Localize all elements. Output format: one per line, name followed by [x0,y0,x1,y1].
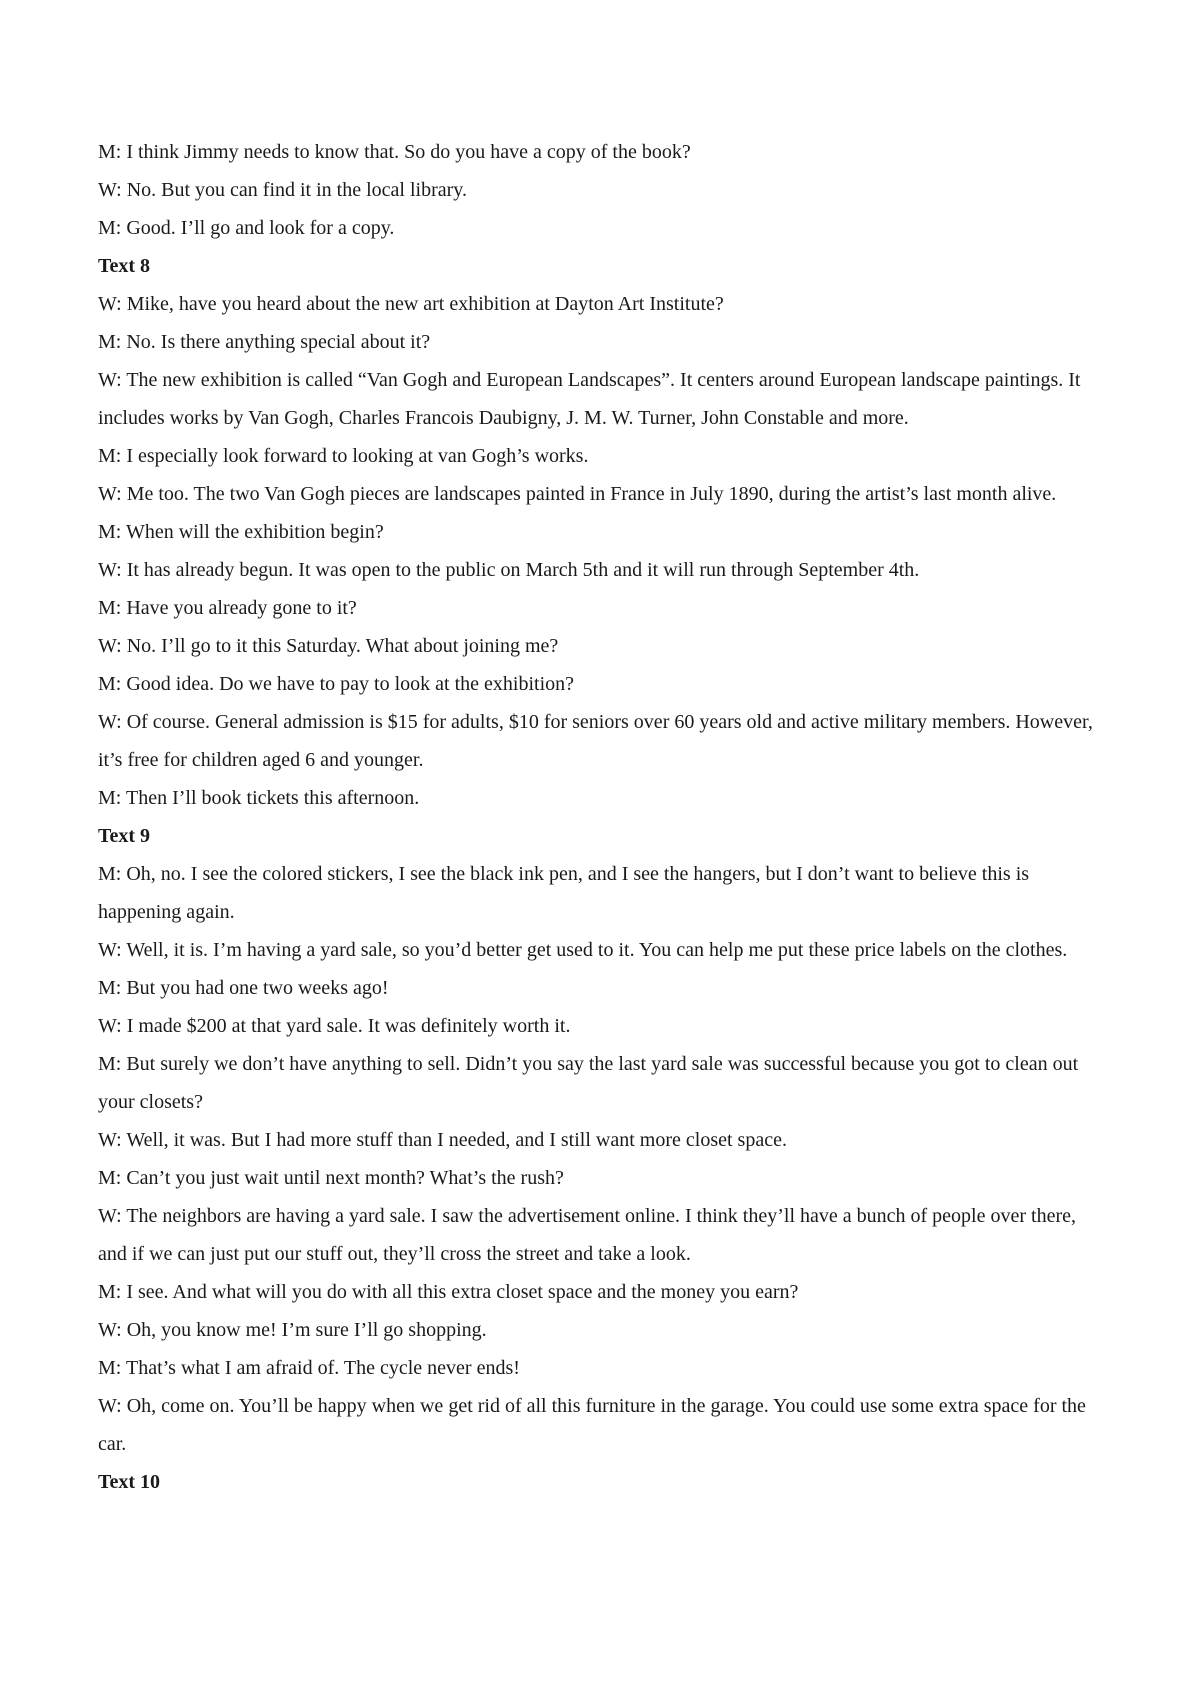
dialogue-line: W: Oh, come on. You’ll be happy when we get rid of all this furniture in the garage. You could use some extra space for the car. [98,1395,1086,1455]
dialogue-line: M: When will the exhibition begin? [98,521,384,543]
dialogue-line: W: Mike, have you heard about the new art exhibition at Dayton Art Institute? [98,293,724,315]
dialogue-line: W: Of course. General admission is $15 for adults, $10 for seniors over 60 years old and active military members. However, it’s free for children aged 6 and younger. [98,711,1093,771]
dialogue-line: M: I especially look forward to looking at van Gogh’s works. [98,445,589,467]
dialogue-line: M: Good idea. Do we have to pay to look at the exhibition? [98,673,575,695]
dialogue-line: W: The new exhibition is called “Van Gogh and European Landscapes”. It centers around European landscape paintings. It includes works by Van Gogh, Charles Francois Daubigny, J. M. W. Turner, John Constable and more. [98,369,1081,429]
dialogue-line: W: Oh, you know me! I’m sure I’ll go shopping. [98,1319,487,1341]
dialogue-line: M: I see. And what will you do with all this extra closet space and the money you earn? [98,1281,799,1303]
section-heading: Text 8 [98,255,151,277]
dialogue-line: W: No. But you can find it in the local library. [98,179,467,201]
dialogue-line: M: But you had one two weeks ago! [98,977,389,999]
section-heading: Text 10 [98,1471,161,1493]
dialogue-line: W: Well, it is. I’m having a yard sale, so you’d better get used to it. You can help me put these price labels on the clothes. [98,939,1068,961]
dialogue-line: M: Have you already gone to it? [98,597,357,619]
section-heading: Text 9 [98,825,151,847]
dialogue-line: M: No. Is there anything special about it? [98,331,431,353]
dialogue-line: M: Then I’ll book tickets this afternoon. [98,787,420,809]
dialogue-line: W: The neighbors are having a yard sale. I saw the advertisement online. I think they’ll have a bunch of people over there, and if we can just put our stuff out, they’ll cross the street and take a look. [98,1205,1076,1265]
dialogue-line: W: No. I’ll go to it this Saturday. What about joining me? [98,635,559,657]
transcript-body [98,133,1108,1501]
dialogue-line: M: That’s what I am afraid of. The cycle never ends! [98,1357,520,1379]
dialogue-line: M: Can’t you just wait until next month? What’s the rush? [98,1167,564,1189]
dialogue-line: W: Well, it was. But I had more stuff than I needed, and I still want more closet space. [98,1129,787,1151]
dialogue-line: W: It has already begun. It was open to the public on March 5th and it will run through September 4th. [98,559,920,581]
dialogue-line: W: Me too. The two Van Gogh pieces are landscapes painted in France in July 1890, during the artist’s last month alive. [98,483,1057,505]
dialogue-line: M: Good. I’ll go and look for a copy. [98,217,395,239]
dialogue-line: M: But surely we don’t have anything to sell. Didn’t you say the last yard sale was successful because you got to clean out your closets? [98,1053,1079,1113]
dialogue-line: W: I made $200 at that yard sale. It was definitely worth it. [98,1015,571,1037]
dialogue-line: M: I think Jimmy needs to know that. So do you have a copy of the book? [98,141,691,163]
dialogue-line: M: Oh, no. I see the colored stickers, I see the black ink pen, and I see the hangers, but I don’t want to believe this is happening again. [98,863,1030,923]
